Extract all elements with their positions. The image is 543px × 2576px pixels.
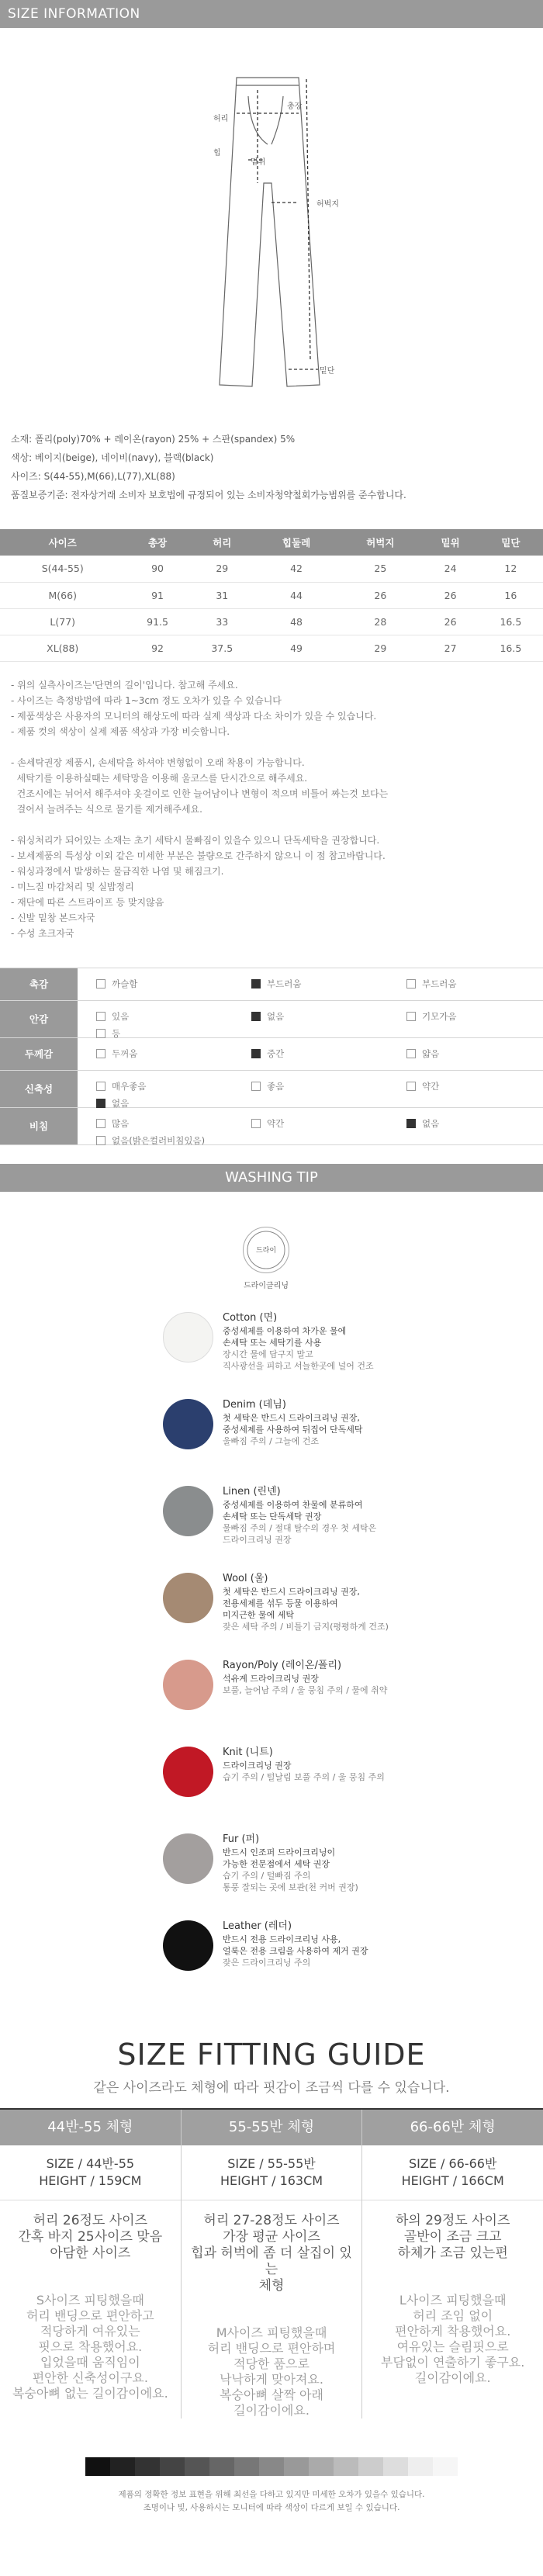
size-cell: 44 [254, 582, 338, 608]
size-cell: 42 [254, 556, 338, 582]
size-header: 사이즈 [0, 529, 125, 556]
property-option [388, 1001, 543, 1037]
option-label: 기모가음 [422, 1010, 457, 1022]
fabric-swatch [163, 1747, 213, 1797]
fabric-care-item [163, 1660, 419, 1710]
footer [0, 2488, 543, 2515]
label-hem: 밑단 [320, 367, 335, 376]
property-label: 두께감 [0, 1038, 78, 1070]
option-label: 등 [112, 1027, 121, 1039]
fitting-header: 55-55반 체형 [182, 2110, 362, 2145]
size-row [0, 582, 543, 608]
fabric-care-item [163, 1486, 419, 1546]
option-label: 부드러움 [422, 978, 457, 989]
size-cell: 16.5 [479, 608, 543, 635]
fabric-care-instruction: 석유계 드라이크리닝 권장 [223, 1673, 319, 1684]
fabric-care-note: 잦은 드라이크리닝 주의 [223, 1957, 311, 1968]
color-scale-bar [0, 2457, 543, 2476]
option-label: 약간 [422, 1080, 440, 1092]
property-row [0, 1038, 543, 1071]
size-cell: 29 [338, 635, 422, 661]
fitting-size: SIZE / 44반-55 [46, 2155, 135, 2171]
property-option [78, 1108, 233, 1144]
size-row [0, 556, 543, 582]
fabric-swatch [163, 1486, 213, 1536]
option-checkbox [251, 1049, 261, 1058]
option-checkbox [96, 1099, 105, 1108]
property-row [0, 1108, 543, 1145]
color-swatch [433, 2457, 458, 2476]
property-option [78, 968, 233, 1000]
fitting-column [362, 2110, 543, 2418]
size-cell: 25 [338, 556, 422, 582]
option-label: 없음 [112, 1097, 130, 1109]
option-label: 없음 [267, 1010, 285, 1022]
option-checkbox [96, 1012, 105, 1021]
size-cell: L(77) [0, 608, 125, 635]
note-line: - 보세제품의 특성상 이외 같은 미세한 부분은 불량으로 간주하지 않으니 이 점 참고바랍니다. [11, 850, 386, 861]
note-line: - 위의 실측사이즈는'단면의 길이'입니다. 참고해 주세요. [11, 679, 238, 691]
size-cell: 90 [125, 556, 189, 582]
option-checkbox [96, 1136, 105, 1145]
fabric-name: Fur (퍼) [223, 1833, 260, 1845]
fabric-care-item [163, 1573, 419, 1633]
fabric-care-note: 보풀, 늘어남 주의 / 울 뭉침 주의 / 물에 취약 [223, 1684, 388, 1695]
note-line: 걸어서 늘려주는 식으로 물기를 제거해주세요. [11, 803, 202, 815]
note-line: - 워싱과정에서 발생하는 물금직한 나염 및 해짐크기. [11, 865, 224, 877]
property-label: 신축성 [0, 1071, 78, 1107]
size-cell: 91 [125, 582, 189, 608]
size-cell: 37.5 [190, 635, 254, 661]
fabric-care-note: 장시간 물에 담구지 말고 직사광선을 피하고 서늘한곳에 널어 건조 [223, 1349, 374, 1371]
note-line: - 제품색상은 사용자의 모니터의 해상도에 따라 실제 색상과 다소 차이가 있을 수 있습니다. [11, 710, 377, 722]
fabric-care-note: 물빠짐 주의 / 절대 탈수의 경우 첫 세탁은 드라이크리닝 권장 [223, 1522, 377, 1545]
fitting-review: M사이즈 피팅했을때 허리 밴딩으로 편안하며 적당한 품으로 낙낙하게 맞아져요. 복숭아뼈 살짝 아래 길이감이에요. [207, 2325, 336, 2418]
fabric-name: Leather (레더) [223, 1920, 292, 1932]
size-cell: 24 [423, 556, 479, 582]
option-checkbox [406, 1012, 416, 1021]
size-cell: S(44-55) [0, 556, 125, 582]
size-header: 밑단 [479, 529, 543, 556]
option-checkbox [251, 1012, 261, 1021]
label-total: 총장 [287, 102, 303, 111]
fabric-care-instruction: 드라이크리닝 권장 [223, 1760, 292, 1771]
fabric-swatch [163, 1399, 213, 1449]
footer-line: 제품의 정확한 정보 표현을 위해 최선을 다하고 있지만 미세한 오차가 있을수 있습니다. [118, 2489, 425, 2499]
property-option [233, 1038, 388, 1070]
fabric-property-grid [0, 968, 543, 1145]
option-label: 있음 [112, 1010, 130, 1022]
washing-tip-title: WASHING TIP [0, 1164, 543, 1192]
size-cell: 48 [254, 608, 338, 635]
size-cell: 26 [423, 582, 479, 608]
note-line: 건조시에는 뉘어서 해주셔야 옷걸이로 인한 늘어남이나 변형이 적으며 비틀어 짜는것 보다는 [11, 788, 389, 799]
fabric-care-note: 잦은 세탁 주의 / 비틀기 금지(평평하게 건조) [223, 1621, 389, 1632]
fabric-swatch [163, 1920, 213, 1971]
size-cell: 29 [190, 556, 254, 582]
fitting-size: SIZE / 66-66반 [408, 2155, 497, 2171]
fabric-care-instruction: 반드시 인조퍼 드라이크리닝이 가능한 전문점에서 세탁 권장 [223, 1847, 336, 1869]
fabric-care-instruction: 중성세제를 이용하여 차가운 물에 손세탁 또는 세탁기를 사용 [223, 1325, 347, 1348]
fitting-guide-title: SIZE FITTING GUIDE [117, 2037, 426, 2072]
fabric-care-note: 습기 주의 / 털날림 보풀 주의 / 울 뭉침 주의 [223, 1771, 385, 1782]
material-warranty: 품질보증기준: 전자상거래 소비자 보호법에 규정되어 있는 소비자청약철회가능범위를 준수합니다. [11, 490, 406, 500]
option-label: 약간 [267, 1117, 285, 1129]
dry-clean-caption: 드라이클리닝 [244, 1281, 289, 1290]
pants-illustration [0, 28, 543, 416]
option-checkbox [406, 1049, 416, 1058]
label-rise: 밑위 [251, 158, 266, 167]
fitting-body-desc: 허리 26정도 사이즈 간혹 바지 25사이즈 맞음 아담한 사이즈 [0, 2200, 181, 2262]
dry-clean-icon: 드라이 [243, 1227, 289, 1273]
color-swatch [160, 2457, 185, 2476]
fitting-review: L사이즈 피팅했을때 허리 조임 없이 편안하게 착용했어요. 여유있는 슬림핏으로 부담없이 연출하기 좋구요. 길이감이에요. [381, 2292, 525, 2385]
option-label: 중간 [267, 1047, 285, 1059]
washing-tip-section [0, 1192, 543, 1991]
fitting-guide-subtitle: 같은 사이즈라도 체형에 따라 핏감이 조금씩 다를 수 있습니다. [93, 2079, 450, 2096]
color-swatch [185, 2457, 209, 2476]
note-line [11, 739, 532, 755]
property-option [388, 1108, 543, 1144]
fabric-swatch [163, 1573, 213, 1623]
fitting-review: S사이즈 피팅했을때 허리 밴딩으로 편안하고 적당하게 여유있는 핏으로 착용했어요. 입었을때 움직임이 편안한 신축성이구요. 복숭아뼈 없는 길이감이에요. [12, 2292, 168, 2401]
color-swatch [209, 2457, 234, 2476]
fitting-body-desc: 허리 27-28정도 사이즈 가장 평균 사이즈 힙과 허벅에 좀 더 살집이 있는 체형 [182, 2200, 362, 2294]
size-cell: XL(88) [0, 635, 125, 661]
material-colors: 색상: 베이지(beige), 네이비(navy), 블랙(black) [11, 452, 214, 463]
option-label: 많음 [112, 1117, 130, 1129]
fabric-swatch [163, 1833, 213, 1884]
fabric-name: Knit (니트) [223, 1746, 273, 1758]
size-cell: 28 [338, 608, 422, 635]
label-hip: 힙 [213, 149, 221, 158]
property-label: 안감 [0, 1001, 78, 1037]
fabric-care-item [163, 1747, 419, 1797]
property-option [388, 1071, 543, 1107]
footer-line: 조명이나 빛, 사용하시는 모니터에 따라 색상이 다르게 보일 수 있습니다. [143, 2502, 400, 2512]
option-checkbox [96, 1119, 105, 1128]
option-label: 부드러움 [267, 978, 302, 989]
fabric-swatch [163, 1312, 213, 1362]
size-cell: 49 [254, 635, 338, 661]
fabric-care-instruction: 첫 세탁은 반드시 드라이크리닝 권장, 전용세제를 섞두 등물 이용하여 미지근한 물에 세탁 [223, 1586, 360, 1620]
fitting-column [0, 2110, 182, 2418]
care-notes [0, 662, 543, 949]
pants-diagram [0, 28, 543, 416]
fabric-care-item [163, 1312, 419, 1372]
fabric-care-instruction: 첫 세탁은 반드시 드라이크리닝 권장, 중성세제를 사용하여 뒤집어 단독세탁 [223, 1412, 363, 1435]
size-header: 총장 [125, 529, 189, 556]
note-line: 세탁기를 이용하실때는 세탁망을 이용해 울코스를 단시간으로 해주세요. [11, 772, 308, 784]
note-line: - 사이즈는 측정방법에 따라 1~3cm 정도 오차가 있을 수 있습니다 [11, 694, 282, 706]
size-row [0, 635, 543, 661]
option-label: 얇음 [422, 1047, 440, 1059]
fabric-care-instruction: 반드시 전용 드라이크리닝 사용, 얼룩은 전용 크림을 사용하여 제거 권장 [223, 1934, 368, 1956]
property-option [233, 1108, 388, 1144]
size-cell: 26 [338, 582, 422, 608]
option-label: 매우좋음 [112, 1080, 147, 1092]
property-label: 촉감 [0, 968, 78, 1000]
fitting-body-desc: 하의 29정도 사이즈 골반이 조금 크고 하체가 조금 있는편 [362, 2200, 543, 2262]
color-swatch [383, 2457, 408, 2476]
size-header: 허리 [190, 529, 254, 556]
color-swatch [259, 2457, 284, 2476]
color-swatch [408, 2457, 433, 2476]
size-cell: 92 [125, 635, 189, 661]
option-label: 좋음 [267, 1080, 285, 1092]
fabric-swatch [163, 1660, 213, 1710]
size-cell: M(66) [0, 582, 125, 608]
option-checkbox [251, 1119, 261, 1128]
section-title: SIZE INFORMATION [0, 0, 543, 28]
option-checkbox [96, 1082, 105, 1091]
size-row [0, 608, 543, 635]
option-checkbox [251, 979, 261, 989]
property-label: 비침 [0, 1108, 78, 1144]
property-option [78, 1001, 233, 1037]
size-cell: 33 [190, 608, 254, 635]
color-swatch [309, 2457, 334, 2476]
fabric-name: Wool (울) [223, 1572, 268, 1584]
note-line: - 재단에 따른 스트라이프 등 맞지않음 [11, 896, 164, 908]
fabric-name: Rayon/Poly (레이온/폴리) [223, 1659, 342, 1671]
fitting-columns [0, 2108, 543, 2418]
note-line: - 미느질 마감처리 및 실밥정리 [11, 881, 134, 892]
option-label: 까슬함 [112, 978, 138, 989]
option-label: 없음(밝은컬러비침있음) [112, 1134, 206, 1146]
note-line: - 워싱처리가 되어있는 소재는 초기 세탁시 물빠짐이 있을수 있으니 단독세탁을 권장합니다. [11, 834, 380, 846]
fabric-care-instruction: 중성세제를 이용하여 찬물에 분류하여 손세탁 또는 단독세탁 권장 [223, 1499, 363, 1522]
option-checkbox [96, 1029, 105, 1038]
fitting-column [182, 2110, 363, 2418]
material-info [0, 416, 543, 521]
size-header: 힙둘레 [254, 529, 338, 556]
fabric-care-note: 습기 주의 / 털빠짐 주의 통풍 잘되는 곳에 보관(천 커버 권장) [223, 1870, 358, 1892]
property-row [0, 1071, 543, 1108]
fitting-header: 66-66반 체형 [362, 2110, 543, 2145]
property-option [233, 1001, 388, 1037]
size-cell: 12 [479, 556, 543, 582]
option-checkbox [406, 979, 416, 989]
size-cell: 16.5 [479, 635, 543, 661]
color-swatch [135, 2457, 160, 2476]
size-cell: 16 [479, 582, 543, 608]
fabric-care-item [163, 1833, 419, 1893]
fitting-header: 44반-55 체형 [0, 2110, 181, 2145]
fabric-name: Denim (데님) [223, 1398, 286, 1411]
size-cell: 26 [423, 608, 479, 635]
size-cell: 31 [190, 582, 254, 608]
fabric-care-note: 울빠짐 주의 / 그늘에 건조 [223, 1435, 319, 1446]
note-line: - 제품 컷의 색상이 실제 제품 색상과 가장 비슷합니다. [11, 725, 230, 737]
size-cell: 27 [423, 635, 479, 661]
fabric-care-item [163, 1399, 419, 1449]
property-option [233, 1071, 388, 1107]
fitting-height: HEIGHT / 166CM [401, 2173, 504, 2188]
label-waist: 허리 [213, 115, 229, 123]
color-swatch [110, 2457, 135, 2476]
size-table [0, 529, 543, 662]
property-row [0, 1001, 543, 1038]
property-option [388, 1038, 543, 1070]
option-checkbox [406, 1082, 416, 1091]
color-swatch [234, 2457, 259, 2476]
material-composition: 소재: 폴리(poly)70% + 레이온(rayon) 25% + 스판(spandex) 5% [11, 434, 296, 445]
fabric-name: Linen (린넨) [223, 1485, 281, 1497]
fabric-name: Cotton (면) [223, 1311, 278, 1324]
property-option [78, 1038, 233, 1070]
option-label: 없음 [422, 1117, 440, 1129]
note-line: - 신발 밑창 본드자국 [11, 912, 95, 923]
property-option [78, 1071, 233, 1107]
fitting-height: HEIGHT / 159CM [39, 2173, 142, 2188]
fitting-size: SIZE / 55-55반 [227, 2155, 316, 2171]
option-checkbox [251, 1082, 261, 1091]
fabric-care-item [163, 1920, 419, 1971]
option-label: 두꺼움 [112, 1047, 138, 1059]
property-row [0, 968, 543, 1001]
option-checkbox [96, 979, 105, 989]
note-line [11, 817, 532, 833]
property-option [388, 968, 543, 1000]
option-checkbox [96, 1049, 105, 1058]
label-thigh: 허벅지 [316, 200, 339, 209]
material-sizes: 사이즈: S(44-55),M(66),L(77),XL(88) [11, 471, 175, 482]
size-header: 허벅지 [338, 529, 422, 556]
option-checkbox [406, 1119, 416, 1128]
color-swatch [334, 2457, 358, 2476]
color-swatch [85, 2457, 110, 2476]
fitting-height: HEIGHT / 163CM [220, 2173, 323, 2188]
note-line: - 손세탁권장 제품시, 손세탁을 하셔야 변형없이 오래 착용이 가능합니다. [11, 757, 305, 768]
size-cell: 91.5 [125, 608, 189, 635]
color-swatch [358, 2457, 383, 2476]
size-header: 밑위 [423, 529, 479, 556]
color-swatch [284, 2457, 309, 2476]
note-line: - 수성 초크자국 [11, 927, 74, 939]
property-option [233, 968, 388, 1000]
